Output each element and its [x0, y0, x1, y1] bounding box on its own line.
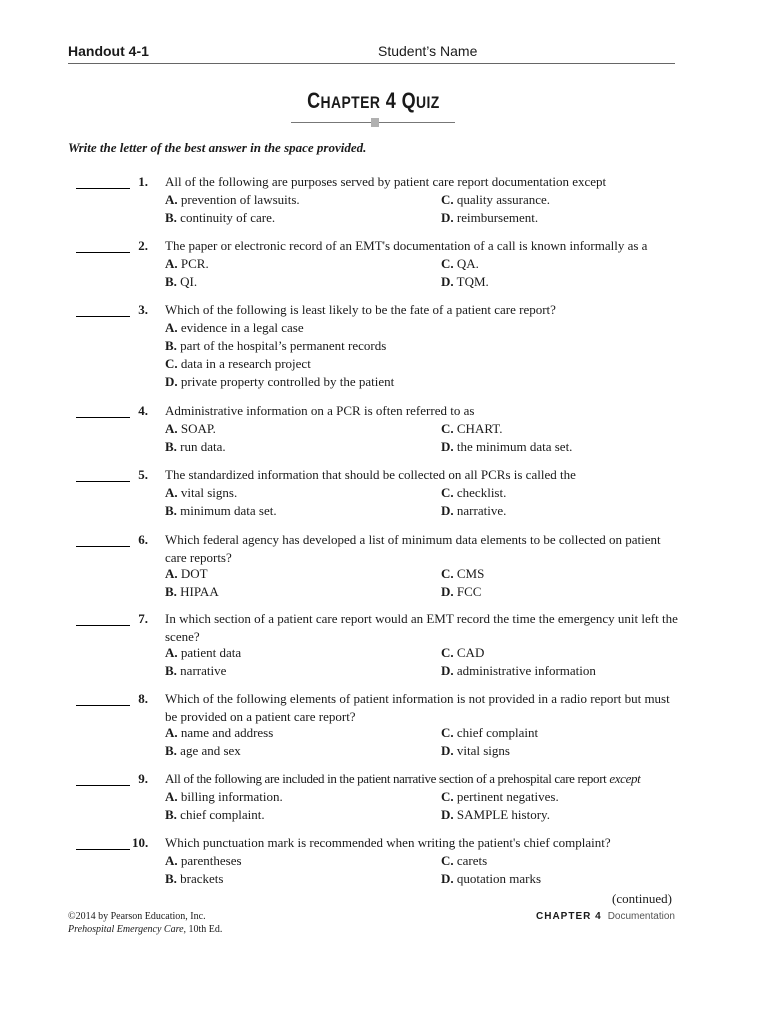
- option-a: [165, 484, 237, 502]
- option-text: SAMPLE history.: [453, 807, 550, 822]
- option-a: [165, 852, 242, 870]
- answer-blank[interactable]: [76, 173, 130, 189]
- title-decoration-square: [371, 118, 379, 127]
- option-text: patient data: [177, 645, 242, 660]
- handout-label: Handout 4-1: [68, 43, 149, 59]
- option-text: prevention of lawsuits.: [177, 192, 300, 207]
- option-a: [165, 644, 241, 662]
- copyright: [68, 910, 222, 936]
- option-letter: C.: [441, 192, 454, 207]
- footer-section: Documentation: [607, 911, 675, 922]
- option-letter: C.: [165, 356, 178, 371]
- question-stem-text: All of the following are included in the patient narrative section of a prehospital care report: [165, 771, 607, 786]
- book-edition: 10th Ed.: [186, 924, 223, 935]
- option-text: SOAP.: [177, 421, 216, 436]
- option-text: quotation marks: [453, 871, 542, 886]
- option-letter: D.: [441, 439, 454, 454]
- option-c: [441, 788, 559, 806]
- option-text: vital signs.: [177, 485, 238, 500]
- book-credit: [68, 923, 222, 936]
- question-number: 6.: [138, 532, 148, 547]
- footer-chapter-label: CHAPTER 4: [536, 911, 602, 922]
- option-a: [165, 788, 283, 806]
- book-title: Prehospital Emergency Care,: [68, 924, 187, 935]
- option-text: minimum data set.: [176, 503, 277, 518]
- option-letter: B.: [165, 743, 177, 758]
- option-text: age and sex: [176, 743, 241, 758]
- answer-blank[interactable]: [76, 834, 130, 850]
- option-c: [441, 724, 538, 742]
- option-a: [165, 420, 216, 438]
- option-c: [441, 420, 502, 438]
- question-number: 7.: [138, 611, 148, 626]
- question-stem: The standardized information that should be collected on all PCRs is called the: [165, 467, 576, 482]
- question-number: 9.: [138, 771, 148, 786]
- option-c: [441, 565, 484, 583]
- title-letter-c: C: [307, 88, 321, 113]
- answer-blank[interactable]: [76, 301, 130, 317]
- continued-note: (continued): [612, 891, 672, 906]
- option-letter: B.: [165, 871, 177, 886]
- option-letter: B.: [165, 439, 177, 454]
- option-b: [165, 438, 226, 456]
- question-number: 1.: [138, 174, 148, 189]
- option-text: part of the hospital’s permanent records: [176, 338, 387, 353]
- option-letter: B.: [165, 663, 177, 678]
- option-letter: C.: [441, 789, 454, 804]
- option-c: [165, 355, 311, 373]
- option-d: [441, 806, 550, 824]
- title-chapter-rest: HAPTER: [320, 93, 381, 112]
- option-c: [441, 644, 484, 662]
- option-letter: D.: [441, 274, 454, 289]
- answer-blank[interactable]: [76, 690, 130, 706]
- option-letter: D.: [165, 374, 178, 389]
- option-letter: D.: [441, 503, 454, 518]
- question-stem: Which of the following is least likely to be the fate of a patient care report?: [165, 302, 556, 317]
- option-text: narrative: [176, 663, 227, 678]
- question-number: 8.: [138, 691, 148, 706]
- option-text: data in a research project: [177, 356, 311, 371]
- title-quiz-rest: UIZ: [416, 93, 440, 112]
- option-text: administrative information: [453, 663, 596, 678]
- option-letter: D.: [441, 807, 454, 822]
- option-b: [165, 742, 241, 760]
- option-text: CAD: [453, 645, 485, 660]
- option-d: [441, 742, 510, 760]
- option-text: checklist.: [453, 485, 507, 500]
- option-d: [441, 870, 541, 888]
- question-stem: Which punctuation mark is recommended when writing the patient's chief complaint?: [165, 835, 611, 850]
- option-letter: B.: [165, 584, 177, 599]
- option-letter: A.: [165, 645, 178, 660]
- option-text: CMS: [453, 566, 485, 581]
- student-name-label: Student’s Name: [378, 43, 478, 59]
- option-letter: D.: [441, 210, 454, 225]
- option-text: continuity of care.: [176, 210, 276, 225]
- option-text: name and address: [177, 725, 274, 740]
- option-text: brackets: [176, 871, 224, 886]
- option-text: evidence in a legal case: [177, 320, 304, 335]
- option-letter: C.: [441, 566, 454, 581]
- option-c: [441, 484, 506, 502]
- option-d: [441, 209, 538, 227]
- answer-blank[interactable]: [76, 531, 130, 547]
- option-letter: D.: [441, 663, 454, 678]
- option-a: [165, 724, 273, 742]
- question-stem: [165, 770, 680, 788]
- option-text: pertinent negatives.: [453, 789, 559, 804]
- question-stem: The paper or electronic record of an EMT's documentation of a call is known informally as a: [165, 238, 648, 253]
- option-letter: B.: [165, 274, 177, 289]
- option-text: HIPAA: [176, 584, 219, 599]
- option-text: TQM.: [453, 274, 489, 289]
- option-d: [441, 583, 481, 601]
- option-d: [441, 273, 489, 291]
- option-b: [165, 502, 277, 520]
- answer-blank[interactable]: [76, 610, 130, 626]
- option-b: [165, 337, 386, 355]
- option-letter: C.: [441, 256, 454, 271]
- option-text: carets: [453, 853, 488, 868]
- option-d: [441, 662, 596, 680]
- question-number: 10.: [132, 835, 149, 850]
- option-letter: A.: [165, 320, 178, 335]
- question-number: 5.: [138, 467, 148, 482]
- option-letter: B.: [165, 503, 177, 518]
- option-text: DOT: [177, 566, 208, 581]
- option-text: reimbursement.: [453, 210, 539, 225]
- copyright-line: ©2014 by Pearson Education, Inc.: [68, 911, 206, 922]
- question-stem-emphasis: except: [606, 771, 641, 786]
- option-text: private property controlled by the patient: [177, 374, 395, 389]
- option-text: FCC: [453, 584, 482, 599]
- option-c: [441, 191, 550, 209]
- question-stem: All of the following are purposes served by patient care report documentation except: [165, 174, 607, 189]
- option-b: [165, 806, 265, 824]
- header-rule: [68, 63, 675, 64]
- option-letter: A.: [165, 789, 178, 804]
- question-stem: Which of the following elements of patient information is not provided in a radio report but must be provided on a patient care report?: [165, 691, 670, 724]
- option-letter: B.: [165, 807, 177, 822]
- option-text: narrative.: [453, 503, 507, 518]
- option-letter: A.: [165, 192, 178, 207]
- page-title: [67, 88, 680, 114]
- option-text: PCR.: [177, 256, 209, 271]
- option-letter: C.: [441, 725, 454, 740]
- option-letter: A.: [165, 566, 178, 581]
- option-letter: D.: [441, 871, 454, 886]
- question-number: 3.: [138, 302, 148, 317]
- option-text: run data.: [176, 439, 226, 454]
- option-text: parentheses: [177, 853, 242, 868]
- question-number: 4.: [138, 403, 148, 418]
- instructions: Write the letter of the best answer in the space provided.: [68, 140, 367, 155]
- option-text: the minimum data set.: [453, 439, 573, 454]
- option-c: [441, 255, 479, 273]
- option-b: [165, 583, 219, 601]
- option-a: [165, 255, 209, 273]
- option-text: chief complaint.: [176, 807, 265, 822]
- option-b: [165, 870, 223, 888]
- option-d: [441, 502, 506, 520]
- option-letter: C.: [441, 421, 454, 436]
- option-a: [165, 319, 304, 337]
- option-letter: A.: [165, 853, 178, 868]
- option-text: QA.: [453, 256, 479, 271]
- option-letter: A.: [165, 725, 178, 740]
- question-stem: Administrative information on a PCR is often referred to as: [165, 403, 475, 418]
- option-text: QI.: [176, 274, 198, 289]
- option-letter: A.: [165, 421, 178, 436]
- option-text: chief complaint: [453, 725, 539, 740]
- answer-blank[interactable]: [76, 770, 130, 786]
- option-letter: C.: [441, 853, 454, 868]
- question-stem: Which federal agency has developed a list of minimum data elements to be collected on patient care reports?: [165, 532, 661, 565]
- option-letter: C.: [441, 645, 454, 660]
- option-b: [165, 209, 275, 227]
- option-b: [165, 273, 197, 291]
- question-number: 2.: [138, 238, 148, 253]
- option-b: [165, 662, 226, 680]
- option-d: [441, 438, 572, 456]
- option-letter: A.: [165, 485, 178, 500]
- option-letter: D.: [441, 743, 454, 758]
- option-a: [165, 191, 300, 209]
- option-d: [165, 373, 394, 391]
- title-letter-q: Q: [401, 88, 417, 113]
- option-letter: B.: [165, 210, 177, 225]
- title-number: 4: [380, 88, 402, 113]
- answer-blank[interactable]: [76, 466, 130, 482]
- option-c: [441, 852, 487, 870]
- option-text: CHART.: [453, 421, 503, 436]
- answer-blank[interactable]: [76, 402, 130, 418]
- option-letter: D.: [441, 584, 454, 599]
- option-text: billing information.: [177, 789, 283, 804]
- question-stem: In which section of a patient care report would an EMT record the time the emergency unit left the scene?: [165, 611, 678, 644]
- option-text: vital signs: [453, 743, 510, 758]
- option-letter: B.: [165, 338, 177, 353]
- option-text: quality assurance.: [453, 192, 551, 207]
- option-letter: C.: [441, 485, 454, 500]
- footer-chapter: [536, 911, 675, 922]
- option-a: [165, 565, 208, 583]
- answer-blank[interactable]: [76, 237, 130, 253]
- option-letter: A.: [165, 256, 178, 271]
